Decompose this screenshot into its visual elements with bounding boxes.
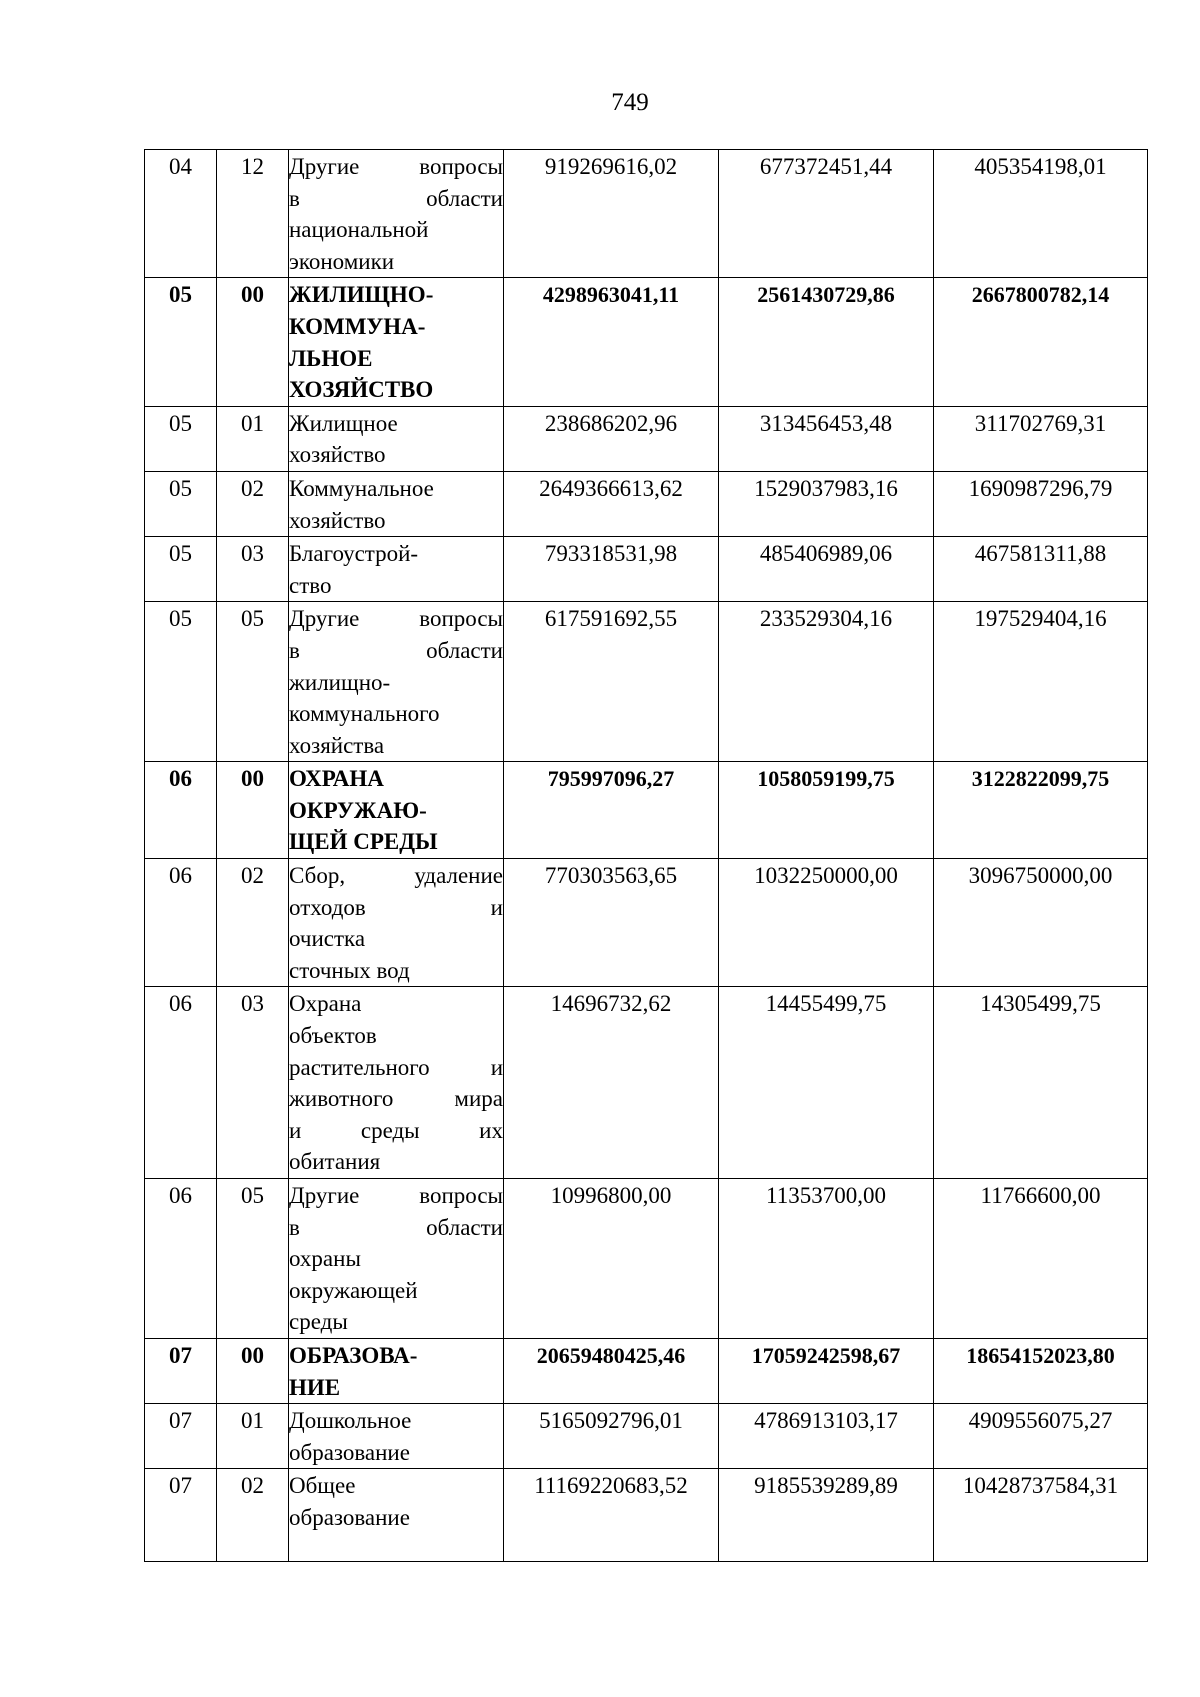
- subsection-code-cell: 03: [217, 987, 289, 1179]
- amount-year2-cell: 2561430729,86: [719, 278, 934, 406]
- section-code-cell: 06: [145, 859, 217, 987]
- amount-year1-cell: 20659480425,46: [504, 1338, 719, 1403]
- item-name-line: растительного и: [289, 1054, 503, 1080]
- item-name-line: Другие вопросы: [289, 606, 503, 632]
- section-code-cell: 05: [145, 537, 217, 602]
- subsection-code-cell: 00: [217, 278, 289, 406]
- table-row: [145, 1179, 1148, 1339]
- subsection-code-cell: 12: [217, 150, 289, 278]
- amount-year2-cell: 233529304,16: [719, 602, 934, 762]
- subsection-code-cell: 00: [217, 1338, 289, 1403]
- item-name-cell: [289, 537, 504, 602]
- item-name-cell: [289, 406, 504, 471]
- item-name-line: Дошкольное: [289, 1408, 412, 1434]
- table-row: [145, 1404, 1148, 1469]
- amount-year3-cell: 1690987296,79: [934, 471, 1148, 536]
- item-name-line: животного мира: [289, 1086, 503, 1112]
- section-code-cell: 04: [145, 150, 217, 278]
- row-spacer: [289, 1534, 503, 1561]
- item-name-line: ХОЗЯЙСТВО: [289, 377, 434, 403]
- section-code-cell: 07: [145, 1404, 217, 1469]
- item-name-line: в области: [289, 1214, 503, 1240]
- item-name-line: Охрана: [289, 991, 362, 1017]
- item-name-line: обитания: [289, 1149, 381, 1175]
- item-name-cell: [289, 602, 504, 762]
- item-name-line: ЩЕЙ СРЕДЫ: [289, 829, 438, 855]
- item-name-line: коммунального: [289, 701, 440, 727]
- item-name-cell: [289, 1179, 504, 1339]
- amount-year2-cell: 9185539289,89: [719, 1469, 934, 1561]
- table-row: [145, 1469, 1148, 1561]
- item-name-line: НИЕ: [289, 1374, 341, 1400]
- amount-year2-cell: 677372451,44: [719, 150, 934, 278]
- item-name-line: экономики: [289, 248, 395, 274]
- item-name-line: ЛЬНОЕ: [289, 345, 373, 371]
- amount-year1-cell: 238686202,96: [504, 406, 719, 471]
- subsection-code-cell: 05: [217, 1179, 289, 1339]
- item-name-line: ЖИЛИЩНО-: [289, 282, 434, 308]
- item-name-line: ОХРАНА: [289, 766, 384, 792]
- amount-year1-cell: 2649366613,62: [504, 471, 719, 536]
- amount-year3-cell: 4909556075,27: [934, 1404, 1148, 1469]
- item-name-line: Жилищное: [289, 410, 398, 436]
- item-name-line: сточных вод: [289, 957, 410, 983]
- subsection-code-cell: 02: [217, 471, 289, 536]
- amount-year2-cell: 17059242598,67: [719, 1338, 934, 1403]
- amount-year2-cell: 11353700,00: [719, 1179, 934, 1339]
- amount-year3-cell: 18654152023,80: [934, 1338, 1148, 1403]
- item-name-line: жилищно-: [289, 669, 391, 695]
- item-name-line: Другие вопросы: [289, 1183, 503, 1208]
- subsection-code-cell: 05: [217, 602, 289, 762]
- table-row: [145, 150, 1148, 278]
- table-row: [145, 537, 1148, 602]
- subsection-code-cell: 03: [217, 537, 289, 602]
- table-row: [145, 762, 1148, 859]
- table-row: [145, 987, 1148, 1179]
- table-row: [145, 471, 1148, 536]
- item-name-line: очистка: [289, 926, 366, 952]
- amount-year2-cell: 14455499,75: [719, 987, 934, 1179]
- item-name-line: хозяйство: [289, 442, 386, 468]
- item-name-cell: [289, 150, 504, 278]
- subsection-code-cell: 02: [217, 859, 289, 987]
- table-row: [145, 278, 1148, 406]
- item-name-cell: [289, 278, 504, 406]
- item-name-line: Общее: [289, 1473, 356, 1499]
- item-name-line: охраны: [289, 1246, 361, 1272]
- item-name-line: Благоустрой-: [289, 541, 419, 567]
- amount-year1-cell: 10996800,00: [504, 1179, 719, 1339]
- item-name-line: объектов: [289, 1023, 377, 1049]
- amount-year1-cell: 793318531,98: [504, 537, 719, 602]
- amount-year1-cell: 919269616,02: [504, 150, 719, 278]
- section-code-cell: 06: [145, 1179, 217, 1339]
- amount-year1-cell: 4298963041,11: [504, 278, 719, 406]
- subsection-code-cell: 01: [217, 1404, 289, 1469]
- item-name-line: образование: [289, 1439, 410, 1465]
- section-code-cell: 07: [145, 1469, 217, 1561]
- amount-year2-cell: 1058059199,75: [719, 762, 934, 859]
- item-name-line: образование: [289, 1504, 410, 1530]
- item-name-line: хозяйство: [289, 507, 386, 533]
- subsection-code-cell: 01: [217, 406, 289, 471]
- table-body: [145, 150, 1148, 1562]
- section-code-cell: 05: [145, 406, 217, 471]
- subsection-code-cell: 02: [217, 1469, 289, 1561]
- page-number: 749: [611, 89, 649, 116]
- amount-year3-cell: 311702769,31: [934, 406, 1148, 471]
- item-name-line: ство: [289, 572, 332, 598]
- item-name-line: КОММУНА-: [289, 313, 426, 339]
- item-name-cell: [289, 471, 504, 536]
- section-code-cell: 05: [145, 602, 217, 762]
- amount-year3-cell: 3122822099,75: [934, 762, 1148, 859]
- item-name-cell: [289, 1469, 504, 1561]
- item-name-line: хозяйства: [289, 732, 385, 758]
- item-name-line: Коммунальное: [289, 475, 434, 501]
- item-name-cell: [289, 762, 504, 859]
- amount-year2-cell: 4786913103,17: [719, 1404, 934, 1469]
- amount-year3-cell: 14305499,75: [934, 987, 1148, 1179]
- item-name-line: национальной: [289, 217, 429, 243]
- amount-year2-cell: 313456453,48: [719, 406, 934, 471]
- section-code-cell: 07: [145, 1338, 217, 1403]
- amount-year3-cell: 11766600,00: [934, 1179, 1148, 1339]
- amount-year3-cell: 3096750000,00: [934, 859, 1148, 987]
- section-code-cell: 06: [145, 987, 217, 1179]
- amount-year3-cell: 405354198,01: [934, 150, 1148, 278]
- item-name-line: Сбор, удаление: [289, 863, 503, 889]
- amount-year3-cell: 10428737584,31: [934, 1469, 1148, 1561]
- amount-year3-cell: 467581311,88: [934, 537, 1148, 602]
- amount-year1-cell: 5165092796,01: [504, 1404, 719, 1469]
- item-name-cell: [289, 1338, 504, 1403]
- amount-year2-cell: 485406989,06: [719, 537, 934, 602]
- section-code-cell: 05: [145, 471, 217, 536]
- section-code-cell: 06: [145, 762, 217, 859]
- table-row: [145, 1338, 1148, 1403]
- item-name-line: Другие вопросы: [289, 154, 503, 179]
- item-name-line: в области: [289, 185, 503, 211]
- budget-table: [144, 149, 1148, 1562]
- amount-year1-cell: 617591692,55: [504, 602, 719, 762]
- item-name-line: и среды их: [289, 1117, 503, 1143]
- item-name-line: в области: [289, 637, 503, 663]
- amount-year2-cell: 1529037983,16: [719, 471, 934, 536]
- amount-year2-cell: 1032250000,00: [719, 859, 934, 987]
- subsection-code-cell: 00: [217, 762, 289, 859]
- table-row: [145, 406, 1148, 471]
- amount-year1-cell: 14696732,62: [504, 987, 719, 1179]
- item-name-cell: [289, 1404, 504, 1469]
- item-name-line: ОКРУЖАЮ-: [289, 797, 427, 823]
- amount-year1-cell: 795997096,27: [504, 762, 719, 859]
- item-name-line: отходов и: [289, 894, 503, 920]
- amount-year3-cell: 2667800782,14: [934, 278, 1148, 406]
- item-name-line: ОБРАЗОВА-: [289, 1342, 418, 1368]
- table-row: [145, 859, 1148, 987]
- item-name-line: окружающей: [289, 1277, 418, 1303]
- item-name-cell: [289, 987, 504, 1179]
- amount-year3-cell: 197529404,16: [934, 602, 1148, 762]
- table-row: [145, 602, 1148, 762]
- amount-year1-cell: 770303563,65: [504, 859, 719, 987]
- item-name-line: среды: [289, 1309, 348, 1335]
- section-code-cell: 05: [145, 278, 217, 406]
- amount-year1-cell: 11169220683,52: [504, 1469, 719, 1561]
- item-name-cell: [289, 859, 504, 987]
